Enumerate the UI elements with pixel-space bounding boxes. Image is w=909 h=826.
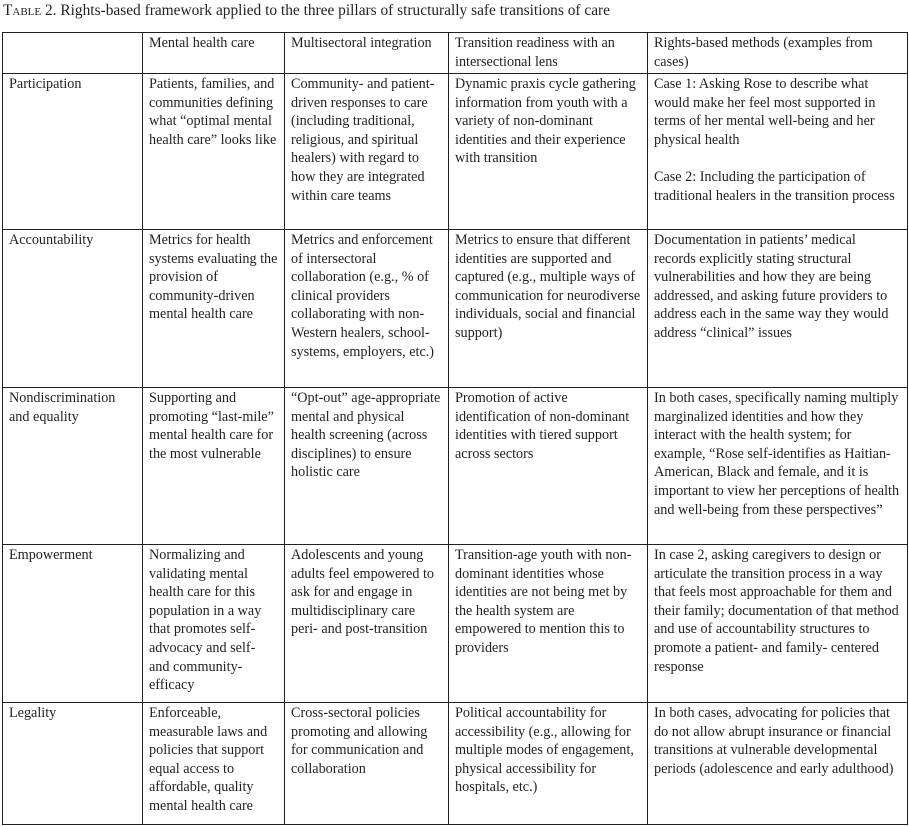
row-label-accountability: Accountability [3, 230, 143, 388]
cell-legality-multisectoral: Cross-sectoral policies promoting and allowing for communication and collaboration [285, 703, 449, 825]
row-label-legality: Legality [3, 703, 143, 825]
table-caption-text: Rights-based framework applied to the three pillars of structurally safe transitions of care [60, 2, 610, 19]
cell-nondiscrimination-transition: Promotion of active identification of non-dominant identities with tiered support across sectors [449, 388, 648, 545]
cell-empowerment-mental-health-care: Normalizing and validating mental health care for this population in a way that promotes self-advocacy and self- and community-efficacy [143, 545, 285, 703]
accountability-method: Documentation in patients’ medical records explicitly stating structural vulnerabilities and how they are being addressed, and asking future providers to address each in the same way they would address “clinical” issues [654, 232, 889, 341]
cell-participation-mental-health-care: Patients, families, and communities defining what “optimal mental health care” looks like [143, 74, 285, 230]
header-cell-rights-based-methods: Rights-based methods (examples from cases) [648, 33, 908, 74]
cell-nondiscrimination-multisectoral: “Opt-out” age-appropriate mental and physical health screening (across disciplines) to ensure holistic care [285, 388, 449, 545]
cell-empowerment-multisectoral: Adolescents and young adults feel empowered to ask for and engage in multidisciplinary care peri- and post-transition [285, 545, 449, 703]
cell-empowerment-transition: Transition-age youth with non-dominant identities whose identities are not being met by the health system are empowered to mention this to providers [449, 545, 648, 703]
table-caption-label: Table 2. [3, 2, 57, 19]
cell-nondiscrimination-mental-health-care: Supporting and promoting “last-mile” mental health care for the most vulnerable [143, 388, 285, 545]
cell-empowerment-methods [648, 545, 908, 703]
cell-legality-mental-health-care: Enforceable, measurable laws and policies that support equal access to affordable, quality mental health care [143, 703, 285, 825]
header-cell-row-label [3, 33, 143, 74]
row-label-participation: Participation [3, 74, 143, 230]
cell-accountability-transition: Metrics to ensure that different identities are supported and captured (e.g., multiple ways of communication for neurodiverse individuals, social and financial support) [449, 230, 648, 388]
table-caption [3, 1, 610, 21]
cell-nondiscrimination-methods [648, 388, 908, 545]
header-cell-multisectoral-integration: Multisectoral integration [285, 33, 449, 74]
legality-method: In both cases, advocating for policies that do not allow abrupt insurance or financial transitions at vulnerable developmental periods (adolescence and early adulthood) [654, 705, 894, 777]
nondiscrimination-method: In both cases, specifically naming multiply marginalized identities and how they interact with the health system; for example, “Rose self-identifies as Haitian-American, Black and female, and it is important to view her perceptions of health and well-being from these perspectives” [654, 390, 900, 518]
cell-accountability-multisectoral: Metrics and enforcement of intersectoral collaboration (e.g., % of clinical providers collaborating with non-Western healers, school-systems, employers, etc.) [285, 230, 449, 388]
table-row-accountability [3, 230, 908, 388]
empowerment-method: In case 2, asking caregivers to design or articulate the transition process in a way that feels most approachable for them and their family; documentation of that method and use of accountability structures to promote a patient- and family- centered response [654, 547, 899, 675]
row-label-empowerment: Empowerment [3, 545, 143, 703]
table-row-legality [3, 703, 908, 825]
cell-legality-transition: Political accountability for accessibility (e.g., allowing for multiple modes of engagement, physical accessibility for hospitals, etc.) [449, 703, 648, 825]
header-cell-mental-health-care: Mental health care [143, 33, 285, 74]
table-row-empowerment [3, 545, 908, 703]
rights-framework-table [2, 32, 908, 825]
table-row-participation [3, 74, 908, 230]
row-label-nondiscrimination: Nondiscrimination and equality [3, 388, 143, 545]
table-header-row [3, 33, 908, 74]
cell-participation-multisectoral: Community- and patient-driven responses to care (including traditional, religious, and spiritual healers) with regard to how they are integrated within care teams [285, 74, 449, 230]
table-row-nondiscrimination [3, 388, 908, 545]
participation-method-case-2: Case 2: Including the participation of traditional healers in the transition process [654, 168, 895, 204]
header-cell-transition-readiness: Transition readiness with an intersectional lens [449, 33, 648, 74]
participation-method-case-1: Case 1: Asking Rose to describe what would make her feel most supported in terms of her mental well-being and her physical health [654, 76, 876, 148]
cell-accountability-mental-health-care: Metrics for health systems evaluating the provision of community-driven mental health care [143, 230, 285, 388]
cell-accountability-methods [648, 230, 908, 388]
cell-legality-methods [648, 703, 908, 825]
cell-participation-methods [648, 74, 908, 230]
cell-participation-transition: Dynamic praxis cycle gathering information from youth with a variety of non-dominant identities and their experience with transition [449, 74, 648, 230]
